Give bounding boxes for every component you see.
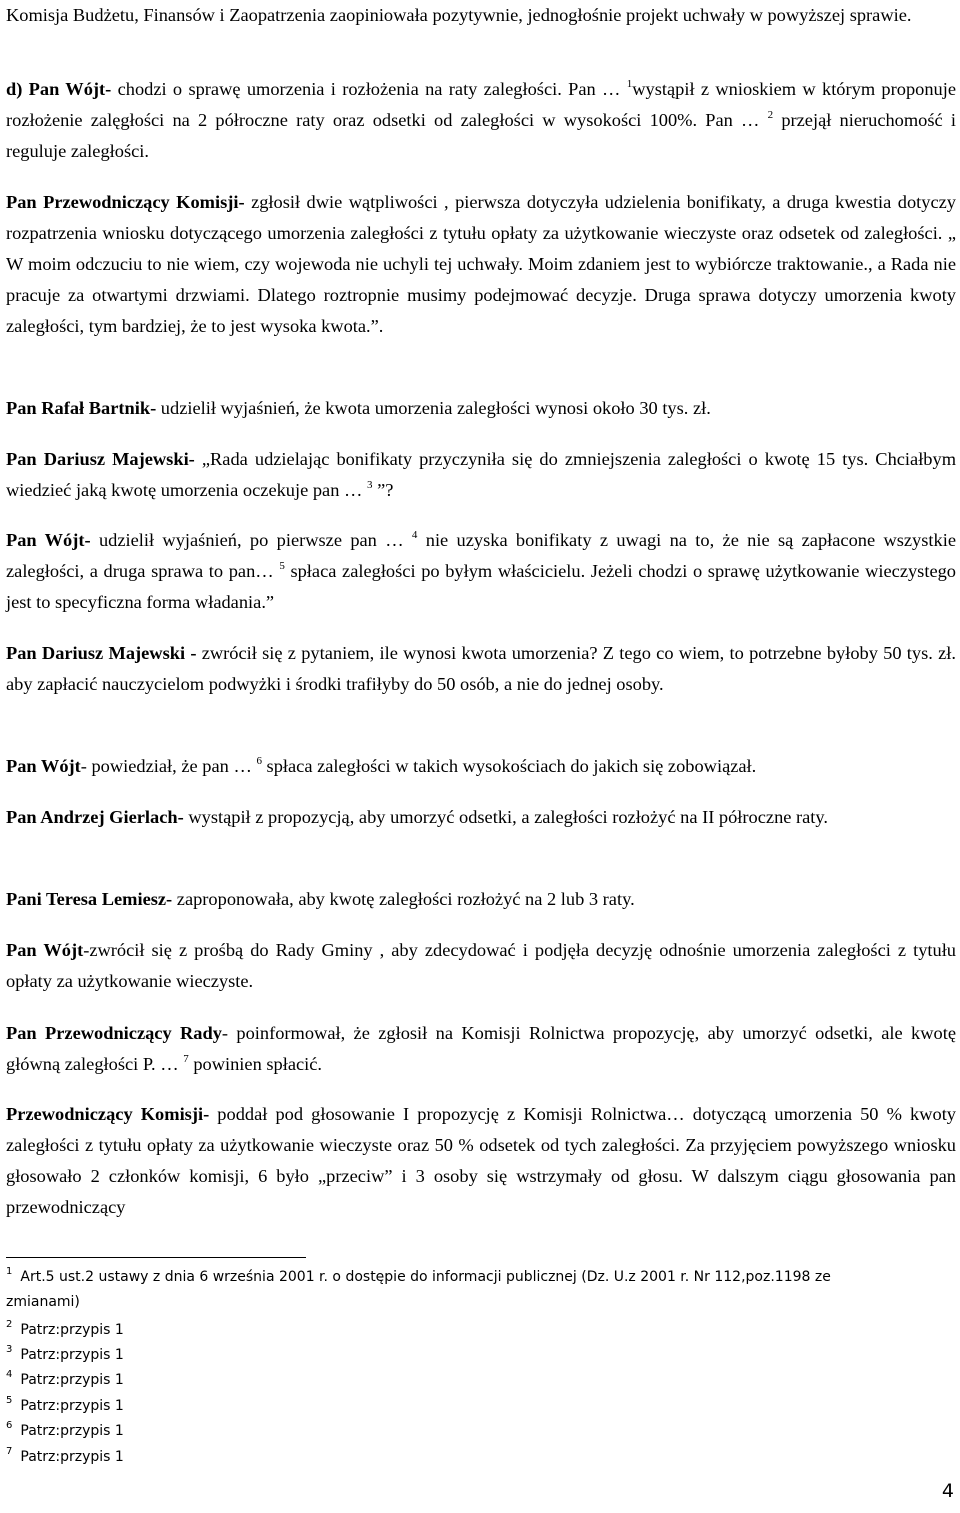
footnote-number: 3: [6, 1344, 13, 1355]
footnote-item: [6, 1318, 906, 1343]
paragraph-text: -zwrócił się z prośbą do Rady Gminy , aby zdecydować i podjęła decyzję odnośnie umorzenia zaległości z tytułu opłaty za użytkowanie wieczyste.: [6, 940, 956, 991]
speaker-label: Pan Wójt: [6, 940, 84, 960]
footnote-number: 4: [6, 1369, 13, 1380]
footnote-item: [6, 1265, 906, 1315]
paragraph-lemiesz: [6, 884, 956, 915]
paragraph-text: przejął nieruchomość i reguluje zaległości.: [6, 110, 956, 161]
paragraph-text: udzielił wyjaśnień, po pierwsze pan …: [90, 530, 412, 550]
paragraph-text: ”?: [372, 480, 394, 500]
footnote-number: 2: [6, 1319, 13, 1330]
paragraph-majewski-1: [6, 444, 956, 506]
paragraph-council-chair: [6, 1018, 956, 1080]
paragraph-text: wystąpił z propozycją, aby umorzyć odsetki, a zaległości rozłożyć na II półroczne raty.: [183, 807, 829, 827]
footnote-item: [6, 1419, 906, 1444]
paragraph-wojt-repayment: [6, 751, 956, 782]
paragraph-text: - powiedział, że pan …: [80, 756, 257, 776]
paragraph-text: wystąpił z wnioskiem w którym proponuje rozłożenie zalęgłości na 2 półroczne raty oraz odsetki od zaległości w wysokości 100%. Pan …: [6, 79, 957, 130]
paragraph-text: zwrócił się z pytaniem, ile wynosi kwota umorzenia? Z tego co wiem, to potrzebne byłoby 50 tys. zł. aby zapłacić nauczycielom podwyżki i środki trafiłyby do 50 osób, a nie do jednej osoby.: [6, 643, 956, 694]
footnote-ref: 4: [411, 529, 418, 541]
speaker-label: Pan Andrzej Gierlach-: [6, 807, 184, 827]
speaker-label: Przewodniczący Komisji-: [6, 1104, 210, 1124]
footnote-number: 7: [6, 1446, 13, 1457]
speaker-label: Pan Wójt: [6, 756, 81, 776]
footnote-ref: 6: [256, 755, 262, 767]
paragraph-committee-chair: [6, 187, 956, 342]
footnote-number: 6: [6, 1420, 13, 1431]
footnote-ref: 3: [367, 479, 373, 491]
paragraph-gierlach: [6, 802, 956, 833]
footnote-text: Patrz:przypis 1: [20, 1449, 124, 1465]
paragraph-vote: [6, 1099, 956, 1223]
footnote-item: [6, 1394, 906, 1419]
speaker-label: Pan Dariusz Majewski -: [6, 643, 197, 663]
footnote-text: Patrz:przypis 1: [20, 1347, 124, 1363]
paragraph-text: zgłosił dwie wątpliwości , pierwsza dotyczyła udzielenia bonifikaty, a druga kwestia dotyczy rozpatrzenia wniosku dotyczącego umorzenia zaległości z tytułu opłaty za użytkowanie wieczyste oraz odsetek od zaległości. „ W moim odczuciu to nie wiem, czy wojewoda nie uchyli tej uchwały. Moim zdaniem jest to wybiórcze traktowanie., a Rada nie pracuje za otwartymi drzwiami. Dlatego roztropnie musimy podejmować decyzje. Druga sprawa dotyczy umorzenia kwoty zaległości, tym bardziej, że to jest wysoka kwota.”.: [6, 192, 956, 336]
page-number: 4: [941, 1480, 954, 1502]
footnote-number: 1: [6, 1266, 13, 1277]
speaker-label: Pani Teresa Lemiesz-: [6, 889, 173, 909]
paragraph-text: chodzi o sprawę umorzenia i rozłożenia na raty zaległości. Pan …: [111, 79, 627, 99]
speaker-label: Pan Przewodniczący Rady: [6, 1023, 222, 1043]
paragraph-text: udzielił wyjaśnień, że kwota umorzenia zaległości wynosi około 30 tys. zł.: [156, 398, 711, 418]
footnote-item: [6, 1368, 906, 1393]
footnote-ref: 5: [279, 560, 285, 572]
footnote-item: [6, 1445, 906, 1470]
paragraph-text: - poinformował, że zgłosił na Komisji Rolnictwa propozycję, aby umorzyć odsetki, ale kwotę główną zaległości P. …: [6, 1023, 956, 1074]
footnote-ref: 7: [183, 1053, 189, 1065]
footnote-item: [6, 1343, 906, 1368]
paragraph-text: Komisja Budżetu, Finansów i Zaopatrzenia zaopiniowała pozytywnie, jednogłośnie projekt uchwały w powyższej sprawie.: [6, 5, 912, 25]
paragraph-wojt-request: [6, 935, 956, 997]
footnote-text: Patrz:przypis 1: [20, 1322, 124, 1338]
paragraph-majewski-2: [6, 638, 956, 700]
footnote-ref: 1: [626, 78, 633, 90]
paragraph-text: zaproponowała, aby kwotę zaległości rozłożyć na 2 lub 3 raty.: [172, 889, 635, 909]
paragraph-text: poddał pod głosowanie I propozycję z Komisji Rolnictwa… dotyczącą umorzenia 50 % kwoty zaległości z tytułu opłaty za użytkowanie wieczyste oraz 50 % odsetek od tych zaległości. Za przyjęciem powyższego wniosku głosowało 2 członków komisji, 6 było „przeciw” i 3 osoby się wstrzymały od głosu. W dalszym ciągu głosowania pan przewodniczący: [6, 1104, 957, 1217]
footnote-divider: [6, 1257, 306, 1258]
footnote-text: Patrz:przypis 1: [20, 1398, 124, 1414]
speaker-label: d) Pan Wójt-: [6, 79, 112, 99]
footnote-text: Art.5 ust.2 ustawy z dnia 6 września 2001 r. o dostępie do informacji publicznej (Dz. U.z 2001 r. Nr 112,poz.1198 ze zmianami): [6, 1269, 831, 1310]
paragraph-text: powinien spłacić.: [188, 1054, 323, 1074]
speaker-label: Pan Przewodniczący Komisji-: [6, 192, 245, 212]
paragraph-bartnik: [6, 393, 956, 424]
paragraph-text: nie uzyska bonifikaty z uwagi na to, że nie są zapłacone wszystkie zaległości, a druga sprawa to pan…: [6, 530, 956, 581]
paragraph-text: spłaca zaległości w takich wysokościach do jakich się zobowiązał.: [261, 756, 757, 776]
footnote-ref: 2: [767, 109, 774, 121]
speaker-label: Pan Rafał Bartnik-: [6, 398, 157, 418]
speaker-label: Pan Dariusz Majewski-: [6, 449, 195, 469]
paragraph-wojt-arrears: [6, 74, 956, 167]
footnote-number: 5: [6, 1395, 13, 1406]
footnote-text: Patrz:przypis 1: [20, 1372, 124, 1388]
paragraph-text: spłaca zaległości po byłym właścicielu. Jeżeli chodzi o sprawę użytkowanie wieczystego jest to specyficzna forma władania.”: [6, 561, 956, 612]
paragraph-committee-opinion: [6, 0, 956, 31]
paragraph-wojt-explanation: [6, 525, 956, 618]
footnote-text: Patrz:przypis 1: [20, 1423, 124, 1439]
speaker-label: Pan Wójt-: [6, 530, 91, 550]
paragraph-text: „Rada udzielając bonifikaty przyczyniła się do zmniejszenia zaległości o kwotę 15 tys. Chciałbym wiedzieć jaką kwotę umorzenia oczekuje pan …: [6, 449, 957, 500]
